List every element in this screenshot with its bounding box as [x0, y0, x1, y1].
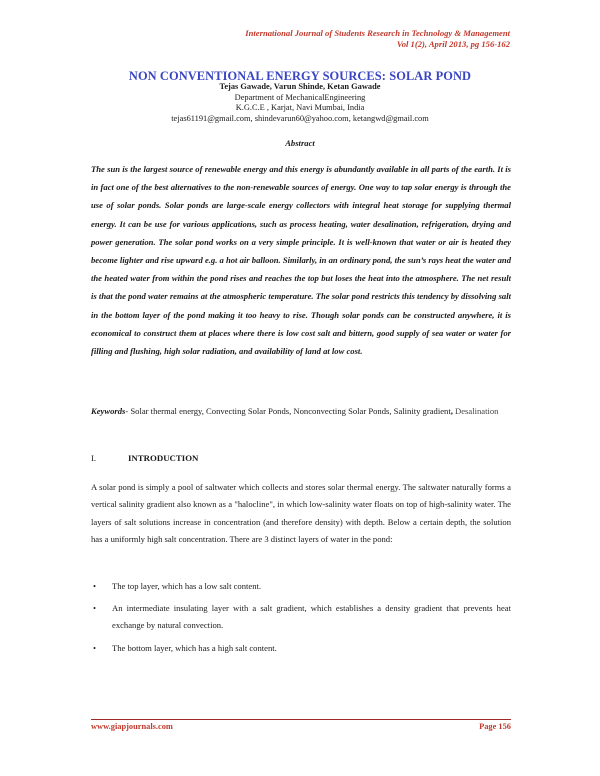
author-names: Tejas Gawade, Varun Shinde, Ketan Gawade — [219, 82, 381, 91]
bullet-icon: • — [93, 581, 97, 591]
keywords-text: Solar thermal energy, Convecting Solar Ponds, Nonconvecting Solar Ponds, Salinity gradient — [128, 406, 451, 416]
footer-page-number: Page 156 — [479, 722, 511, 731]
layer-list — [91, 578, 511, 662]
author-emails: tejas61191@gmail.com, shindevarun60@yahoo.com, ketangwd@gmail.com — [171, 113, 429, 123]
keywords: Keywords- Solar thermal energy, Convecting Solar Ponds, Nonconvecting Solar Ponds, Salinity gradient, Desalination — [91, 406, 499, 416]
footer-website[interactable]: www.giapjournals.com — [91, 722, 173, 731]
bullet-icon: • — [93, 642, 97, 653]
list-item: • The top layer, which has a low salt content. — [91, 578, 511, 595]
abstract-text: The sun is the largest source of renewable energy and this energy is abundantly available in all parts of the earth. It is in fact one of the best alternatives to the non-renewable sources of energy. One way to tap solar energy is through the use of solar ponds. Solar ponds are large-scale energy collectors with integral heat storage for supplying thermal energy. It can be use for various applications, such as process heating, water desalination, refrigeration, drying and power generation. The solar pond works on a very simple principle. It is well-known that water or air is heated they become lighter and rise upward e.g. a hot air balloon. Similarly, in an ordinary pond, the sun’s rays heat the water and the heated water from within the pond rises and reaches the top but loses the heat into the atmosphere. The net result is that the pond water remains at the atmospheric temperature. The solar pond restricts this tendency by dissolving salt in the bottom layer of the pond making it too heavy to rise. Though solar ponds can be constructed anywhere, it is economical to construct them at places where there is low cost salt and bittern, good supply of sea water or water for filling and flushing, high solar radiation, and availability of land at low cost. — [91, 164, 511, 357]
journal-name: International Journal of Students Research in Technology & Management — [245, 28, 510, 38]
section-title: INTRODUCTION — [128, 453, 199, 463]
section-number: I. — [91, 453, 97, 463]
intro-paragraph: A solar pond is simply a pool of saltwater which collects and stores solar thermal energy. The saltwater naturally forms a vertical salinity gradient also known as a "halocline", in which low-salinity water floats on top of high-salinity water. The layers of salt solutions increase in concentration (and therefore density) with depth. Below a certain depth, the solution has a uniformly high salt concentration. There are 3 distinct layers of water in the pond: — [91, 482, 511, 545]
keywords-label: Keywords- — [91, 406, 129, 416]
footer-divider — [91, 719, 511, 720]
section-heading — [91, 453, 198, 463]
abstract-heading: Abstract — [285, 138, 315, 148]
paper-title: NON CONVENTIONAL ENERGY SOURCES: SOLAR POND — [128, 69, 472, 83]
author-block — [0, 82, 600, 124]
list-item: • An intermediate insulating layer with a salt gradient, which establishes a density gradient that prevents heat exchange by natural convection. — [91, 600, 511, 634]
author-institution: K.G.C.E , Karjat, Navi Mumbai, India — [235, 103, 365, 113]
author-department: Department of MechanicalEngineering — [234, 92, 366, 102]
journal-header — [245, 28, 510, 50]
list-item: • The bottom layer, which has a high salt content. — [91, 640, 511, 657]
keywords-last: Desalination — [455, 406, 499, 416]
journal-volume: Vol 1(2), April 2013, pg 156-162 — [396, 39, 510, 49]
bullet-icon: • — [93, 603, 97, 614]
